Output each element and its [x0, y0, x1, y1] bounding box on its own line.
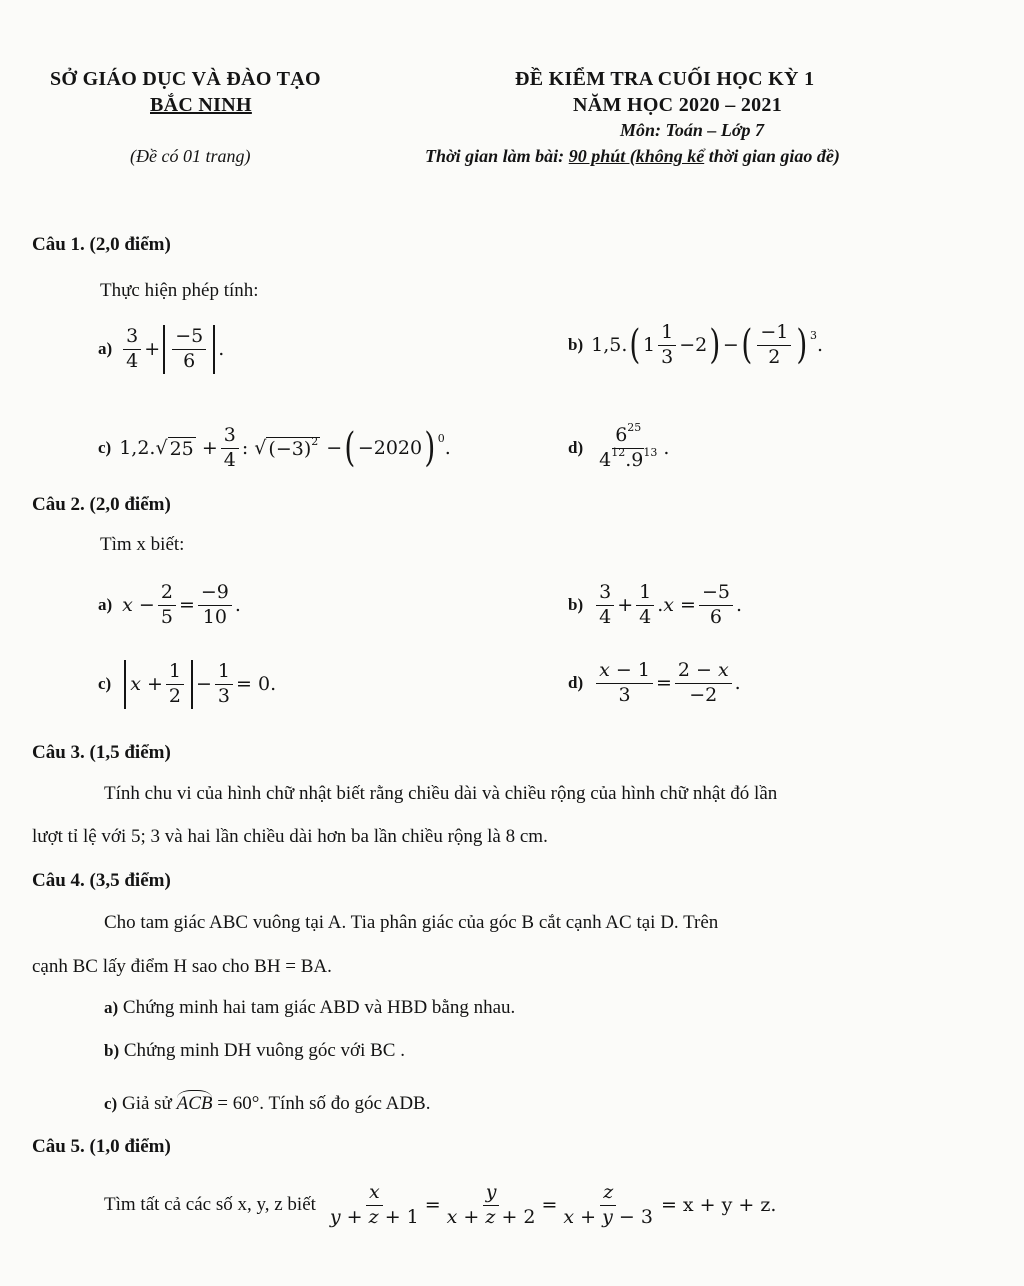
- time-prefix: Thời gian làm bài:: [425, 146, 569, 166]
- q1-a-label: a): [98, 339, 113, 359]
- q1-part-c: [98, 425, 451, 472]
- q5-expression: $\frac{x}{y + z + 1}$ = $\frac{y}{x + z + 2}$ = $\frac{z}{x + y - 3}$: [329, 1181, 653, 1228]
- q1-part-d: [568, 421, 670, 472]
- subject-line: Môn: Toán – Lớp 7: [620, 120, 765, 140]
- q2-c-expression: x + $\frac{1}{2}$ − $\frac{1}{3}$ = 0.: [121, 660, 276, 709]
- q2-d-expression: $\frac{x - 1}{3}$ = $\frac{2 - x}{-2}$ .: [593, 660, 741, 707]
- question-4-title: Câu 4. (3,5 điểm): [32, 870, 171, 891]
- school-year: NĂM HỌC 2020 – 2021: [573, 94, 783, 116]
- question-3-line-1: Tính chu vi của hình chữ nhật biết rằng chiều dài và chiều rộng của hình chữ nhật đó lần: [104, 783, 778, 804]
- q2-a-expression: x − $\frac{2}{5}$ = $\frac{-9}{10}$ .: [122, 581, 241, 628]
- q4-part-b: [104, 1040, 405, 1062]
- q2-part-a: [98, 582, 241, 629]
- time-suffix: thời gian giao đề): [704, 146, 840, 166]
- page-count-note: (Đề có 01 trang): [130, 146, 251, 166]
- q4-c-prefix: Giả sử: [121, 1093, 177, 1114]
- department-name: SỞ GIÁO DỤC VÀ ĐÀO TẠO: [50, 68, 321, 90]
- q5-prefix: Tìm tất cả các số x, y, z biết: [104, 1194, 316, 1216]
- q2-part-d: [568, 660, 741, 707]
- q4-b-text: Chứng minh DH vuông góc với BC .: [123, 1040, 405, 1061]
- q1-a-expression: $\frac{3}{4}$ + $\frac{-5}{6}$ .: [120, 325, 224, 374]
- q4-part-c: [104, 1090, 430, 1115]
- question-2-title: Câu 2. (2,0 điểm): [32, 494, 171, 515]
- time-main: 90 phút (không kể: [568, 146, 705, 166]
- q2-d-label: d): [568, 673, 584, 693]
- q4-c-angle: ACB: [177, 1090, 213, 1115]
- question-2-intro: Tìm x biết:: [100, 534, 185, 555]
- time-limit: [425, 146, 840, 167]
- question-1-title: Câu 1. (2,0 điểm): [32, 234, 171, 255]
- q2-c-label: c): [98, 674, 112, 694]
- question-5-title: Câu 5. (1,0 điểm): [32, 1136, 171, 1157]
- question-4-line-1: Cho tam giác ABC vuông tại A. Tia phân giác của góc B cắt cạnh AC tại D. Trên: [104, 912, 719, 933]
- q2-b-label: b): [568, 595, 584, 615]
- q1-b-label: b): [568, 335, 584, 355]
- q1-b-expression: 1,5. ( 1 $\frac{1}{3}$ −2 ) − ( $\frac{-1}{2}$ ) 3 .: [591, 321, 824, 369]
- question-3-line-2: lượt tỉ lệ với 5; 3 và hai lần chiều dài hơn ba lần chiều rộng là 8 cm.: [32, 826, 548, 847]
- q4-a-label: a): [104, 998, 119, 1017]
- q5-statement: [104, 1182, 776, 1229]
- q4-a-text: Chứng minh hai tam giác ABD và HBD bằng nhau.: [122, 997, 516, 1018]
- q5-tail: = x + y + z.: [660, 1194, 777, 1217]
- q4-c-label: c): [104, 1094, 118, 1113]
- q2-part-b: [568, 582, 742, 629]
- q4-b-label: b): [104, 1041, 120, 1060]
- question-3-title: Câu 3. (1,5 điểm): [32, 742, 171, 763]
- q2-a-label: a): [98, 595, 113, 615]
- exam-title: ĐỀ KIỂM TRA CUỐI HỌC KỲ 1: [515, 68, 815, 90]
- q1-c-label: c): [98, 438, 112, 458]
- province-name: BẮC NINH: [150, 94, 252, 116]
- q1-c-expression: 1,2.√ 25 + $\frac{3}{4}$ : √ $(-3)^2$ − ( −2020 ) 0 .: [119, 424, 451, 472]
- q2-b-expression: $\frac{3}{4}$ + $\frac{1}{4}$ . x = $\frac{-5}{6}$ .: [593, 582, 742, 629]
- q4-c-rest: = 60°. Tính số đo góc ADB.: [212, 1093, 431, 1114]
- q4-part-a: [104, 997, 515, 1019]
- question-1-intro: Thực hiện phép tính:: [100, 280, 259, 301]
- q1-d-expression: $\frac{6^{25}}{4^{12}.9^{13}}$ .: [599, 421, 670, 471]
- q1-part-b: [568, 322, 823, 369]
- q1-d-label: d): [568, 438, 584, 458]
- question-4-line-2: cạnh BC lấy điểm H sao cho BH = BA.: [32, 956, 332, 977]
- q2-part-c: [98, 660, 276, 709]
- q1-part-a: [98, 325, 224, 374]
